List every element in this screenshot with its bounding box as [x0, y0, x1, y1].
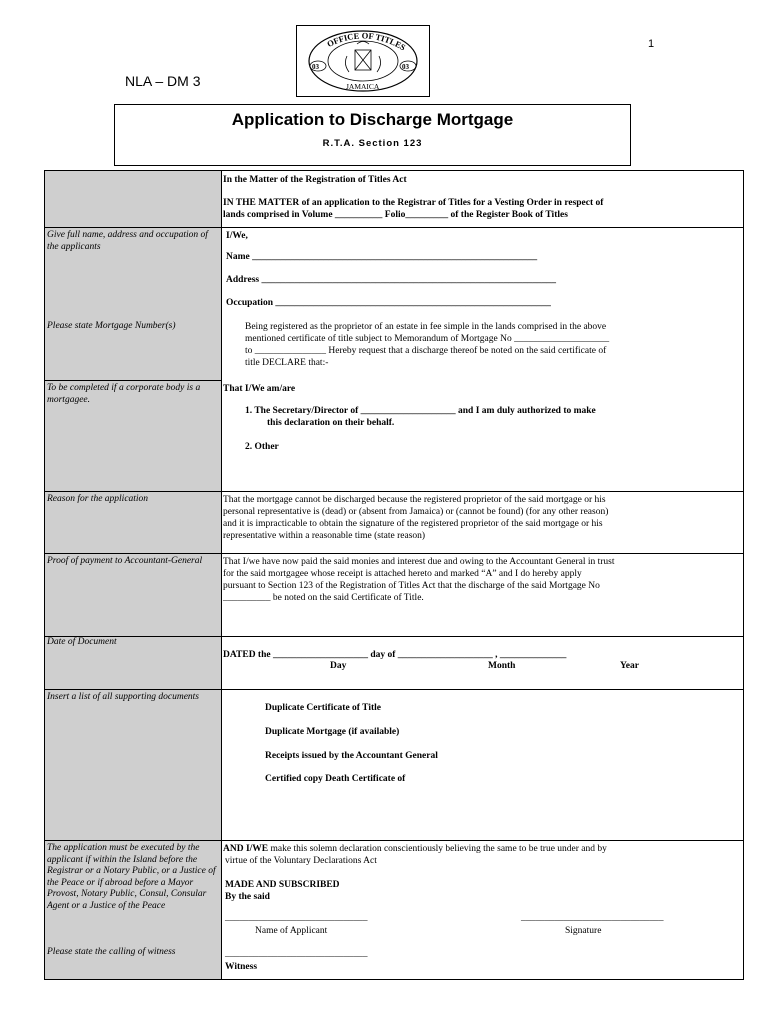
svg-text:03: 03: [402, 63, 409, 71]
svg-text:03: 03: [312, 63, 319, 71]
form-subtitle: R.T.A. Section 123: [322, 138, 423, 149]
declaration-line-2: virtue of the Voluntary Declarations Act: [225, 856, 377, 866]
row-divider: [45, 491, 743, 492]
reason-line-3: and it is impracticable to obtain the signature of the registered proprietor of the said mortgage or his: [223, 519, 603, 529]
declaration-line-1: [223, 843, 607, 855]
month-caption: Month: [488, 661, 516, 671]
svg-text:JAMAICA: JAMAICA: [346, 82, 380, 91]
reason-line-2: personal representative is (dead) or (absent from Jamaica) or (cannot be found) (for any other reason): [223, 507, 609, 517]
document-item: Duplicate Mortgage (if available): [265, 727, 400, 737]
document-item: Receipts issued by the Accountant General: [265, 751, 438, 761]
form-code: NLA – DM 3: [125, 73, 201, 89]
proof-line-1: That I/we have now paid the said monies and interest due and owing to the Accountant General in trust: [223, 557, 615, 567]
address-field[interactable]: Address ______________________________________________________________: [226, 275, 556, 285]
applicant-name-line[interactable]: ______________________________: [225, 913, 368, 923]
date-label: Date of Document: [47, 637, 117, 647]
by-the-said: By the said: [225, 892, 270, 902]
matter-line-3: lands comprised in Volume __________ Folio_________ of the Register Book of Titles: [223, 210, 568, 220]
mortgage-line-1: Being registered as the proprietor of an estate in fee simple in the lands comprised in the above: [245, 322, 607, 332]
mortgage-line-4: title DECLARE that:-: [245, 358, 329, 368]
mortgage-line-3[interactable]: to _______________ Hereby request that a discharge thereof be noted on the said certificate of: [245, 346, 607, 356]
dated-line[interactable]: DATED the ____________________ day of ____________________ , ______________: [223, 650, 567, 660]
witness-calling-label: Please state the calling of witness: [47, 947, 176, 957]
form-title: Application to Discharge Mortgage: [231, 110, 514, 129]
declaration-rest: make this solemn declaration conscientiously believing the same to be true under and by: [268, 844, 607, 854]
row-divider: [45, 553, 743, 554]
year-caption: Year: [620, 661, 639, 671]
mortgage-number-field[interactable]: mentioned certificate of title subject to Memorandum of Mortgage No ____________________: [245, 334, 610, 344]
mortgage-number-label: Please state Mortgage Number(s): [47, 321, 176, 331]
corporate-label: To be completed if a corporate body is a mortgagee.: [47, 383, 201, 405]
declaration-bold: AND I/WE: [223, 844, 269, 854]
form-table: [44, 170, 744, 980]
row-divider: [45, 689, 743, 690]
signature-caption: Signature: [565, 926, 602, 936]
made-and-subscribed: MADE AND SUBSCRIBED: [225, 880, 340, 890]
witness-caption: Witness: [225, 962, 258, 972]
matter-line-1: In the Matter of the Registration of Titles Act: [223, 175, 407, 185]
document-item: Duplicate Certificate of Title: [265, 703, 381, 713]
corporate-item-1[interactable]: 1. The Secretary/Director of ____________________ and I am duly authorized to make: [245, 406, 596, 416]
document-item: Certified copy Death Certificate of: [265, 774, 406, 784]
documents-label: Insert a list of all supporting documents: [47, 692, 199, 702]
execution-label: The application must be executed by the applicant if within the Island before the Registrar or a Notary Public, or a Justice of the Peace or if abroad before a Mayor Provost, Notary Public, Consul, Consular Agent or a Justice of the Peace: [47, 843, 216, 911]
row-divider: [45, 380, 221, 381]
proof-line-3: pursuant to Section 123 of the Registration of Titles Act that the discharge of the said Mortgage No: [223, 581, 600, 591]
page-number: 1: [648, 38, 655, 50]
office-of-titles-seal: [296, 25, 430, 97]
iwe-text: I/We,: [226, 231, 248, 241]
proof-line-2: for the said mortgagee whose receipt is attached hereto and marked “A” and I do hereby apply: [223, 569, 582, 579]
corporate-heading: That I/We am/are: [223, 384, 296, 394]
reason-label: Reason for the application: [47, 494, 149, 504]
signature-line[interactable]: ______________________________: [521, 913, 664, 923]
corporate-item-2[interactable]: 2. Other: [245, 442, 279, 452]
proof-line-4[interactable]: __________ be noted on the said Certificate of Title.: [223, 593, 424, 603]
reason-line-4: representative within a reasonable time (state reason): [223, 531, 426, 541]
corporate-item-1-cont: this declaration on their behalf.: [267, 418, 395, 428]
row-divider: [45, 840, 743, 841]
svg-text:OFFICE OF TITLES: OFFICE OF TITLES: [325, 30, 408, 53]
row-divider: [45, 227, 743, 228]
title-box: [114, 104, 631, 166]
seal-icon: [297, 26, 429, 96]
occupation-field[interactable]: Occupation __________________________________________________________: [226, 298, 551, 308]
proof-label: Proof of payment to Accountant-General: [47, 556, 203, 566]
witness-line[interactable]: ______________________________: [225, 949, 368, 959]
applicant-label: Give full name, address and occupation of the applicants: [47, 230, 208, 252]
day-caption: Day: [330, 661, 347, 671]
reason-line-1: That the mortgage cannot be discharged because the registered proprietor of the said mortgage or his: [223, 495, 606, 505]
name-of-applicant-caption: Name of Applicant: [255, 926, 328, 936]
name-field[interactable]: Name ____________________________________________________________: [226, 252, 538, 262]
matter-line-2: IN THE MATTER of an application to the Registrar of Titles for a Vesting Order in respect of: [223, 198, 604, 208]
